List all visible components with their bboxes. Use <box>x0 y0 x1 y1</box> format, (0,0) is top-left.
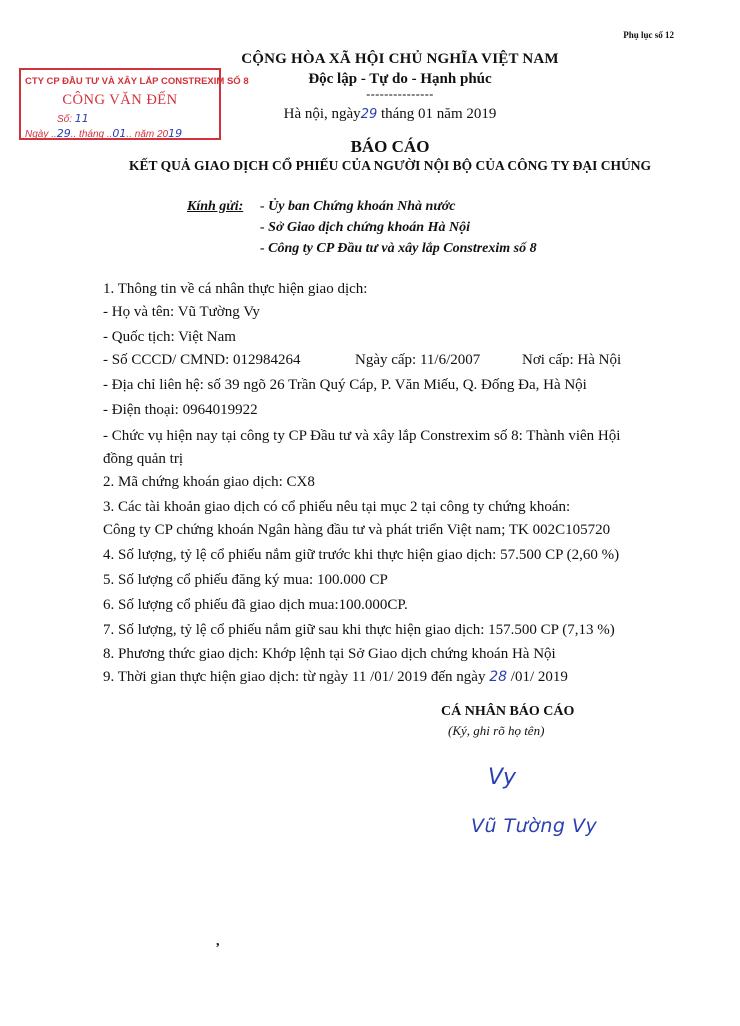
recipient-item: - Ủy ban Chứng khoán Nhà nước <box>260 199 456 214</box>
signature-note: (Ký, ghi rõ họ tên) <box>448 723 545 738</box>
field-id-issue-place: Nơi cấp: Hà Nội <box>522 352 622 368</box>
field-position-cont: đồng quản trị <box>103 451 183 467</box>
section-5-registered: 5. Số lượng cổ phiếu đăng ký mua: 100.000 CP <box>103 572 388 588</box>
section-7-holding-after: 7. Số lượng, tỷ lệ cổ phiếu nắm giữ sau khi thực hiện giao dịch: 157.500 CP (7,13 %) <box>103 622 615 638</box>
stamp-number-value: 11 <box>74 112 89 125</box>
stamp-number <box>57 112 89 125</box>
field-full-name: - Họ và tên: Vũ Tường Vy <box>103 304 260 320</box>
stamp-month-label: tháng <box>79 129 105 140</box>
period-end-day-handwritten: 28 <box>489 669 508 685</box>
period-text-end: /01/ 2019 <box>507 669 568 685</box>
stamp-year: 19 <box>168 127 183 140</box>
section-4-holding-before: 4. Số lượng, tỷ lệ cổ phiếu nắm giữ trước khi thực hiện giao dịch: 57.500 CP (2,60 %) <box>103 547 620 563</box>
recipient-item: - Công ty CP Đầu tư và xây lắp Constrexim số 8 <box>260 241 537 256</box>
scan-speck: , <box>216 934 220 949</box>
section-8-method: 8. Phương thức giao dịch: Khớp lệnh tại Sở Giao dịch chứng khoán Hà Nội <box>103 646 556 662</box>
field-nationality: - Quốc tịch: Việt Nam <box>103 329 236 345</box>
section-1-heading: 1. Thông tin về cá nhân thực hiện giao dịch: <box>103 281 368 297</box>
field-id-number: - Số CCCD/ CMND: 012984264 <box>103 352 301 368</box>
stamp-number-label: Số: <box>57 114 73 125</box>
stamp-title: CÔNG VĂN ĐẾN <box>62 92 178 108</box>
stamp-company: CTY CP ĐẦU TƯ VÀ XÂY LẮP CONSTREXIM SỐ 8 <box>25 76 249 87</box>
report-title: BÁO CÁO <box>350 137 430 156</box>
stamp-date: Ngày ..29.. tháng ..01.. năm 2019 <box>25 127 183 140</box>
header-separator: --------------- <box>366 87 434 101</box>
section-6-traded: 6. Số lượng cổ phiếu đã giao dịch mua:100.000CP. <box>103 597 408 613</box>
stamp-day-label: Ngày <box>25 129 49 140</box>
appendix-label: Phụ lục số 12 <box>623 30 674 40</box>
national-title: CỘNG HÒA XÃ HỘI CHỦ NGHĨA VIỆT NAM <box>241 51 559 67</box>
date-day-handwritten: 29 <box>360 107 378 122</box>
section-9-period <box>103 669 568 686</box>
period-text: 9. Thời gian thực hiện giao dịch: từ ngày 11 /01/ 2019 đến ngày <box>103 669 490 685</box>
incoming-document-stamp <box>19 68 249 140</box>
field-phone: - Điện thoại: 0964019922 <box>103 402 258 418</box>
field-position: - Chức vụ hiện nay tại công ty CP Đầu tư và xây lắp Constrexim số 8: Thành viên Hội <box>103 428 621 444</box>
field-address: - Địa chỉ liên hệ: số 39 ngõ 26 Trần Quý Cáp, P. Văn Miếu, Q. Đống Đa, Hà Nội <box>103 377 587 393</box>
signature-title: CÁ NHÂN BÁO CÁO <box>441 704 575 719</box>
date-suffix: tháng 01 năm 2019 <box>377 106 497 122</box>
field-id-issue-date: Ngày cấp: 11/6/2007 <box>355 352 481 368</box>
signature-name: Vũ Tường Vy <box>471 815 598 837</box>
stamp-year-label: năm 20 <box>134 129 169 140</box>
section-3-accounts: 3. Các tài khoản giao dịch có cổ phiếu nêu tại mục 2 tại công ty chứng khoán: <box>103 499 571 515</box>
recipient-item: - Sở Giao dịch chứng khoán Hà Nội <box>260 220 470 235</box>
date-prefix: Hà nội, ngày <box>283 106 361 122</box>
national-motto: Độc lập - Tự do - Hạnh phúc <box>308 71 492 87</box>
report-subtitle: KẾT QUẢ GIAO DỊCH CỔ PHIẾU CỦA NGƯỜI NỘI BỘ CỦA CÔNG TY ĐẠI CHÚNG <box>128 158 652 173</box>
stamp-day: 29 <box>56 127 71 140</box>
stamp-month: 01 <box>112 127 127 140</box>
section-2-ticker: 2. Mã chứng khoán giao dịch: CX8 <box>103 474 315 490</box>
signature-mark: Vy <box>488 765 517 790</box>
section-3-account-detail: Công ty CP chứng khoán Ngân hàng đầu tư và phát triển Việt nam; TK 002C105720 <box>103 522 611 538</box>
recipients-label: Kính gửi: <box>187 199 244 214</box>
